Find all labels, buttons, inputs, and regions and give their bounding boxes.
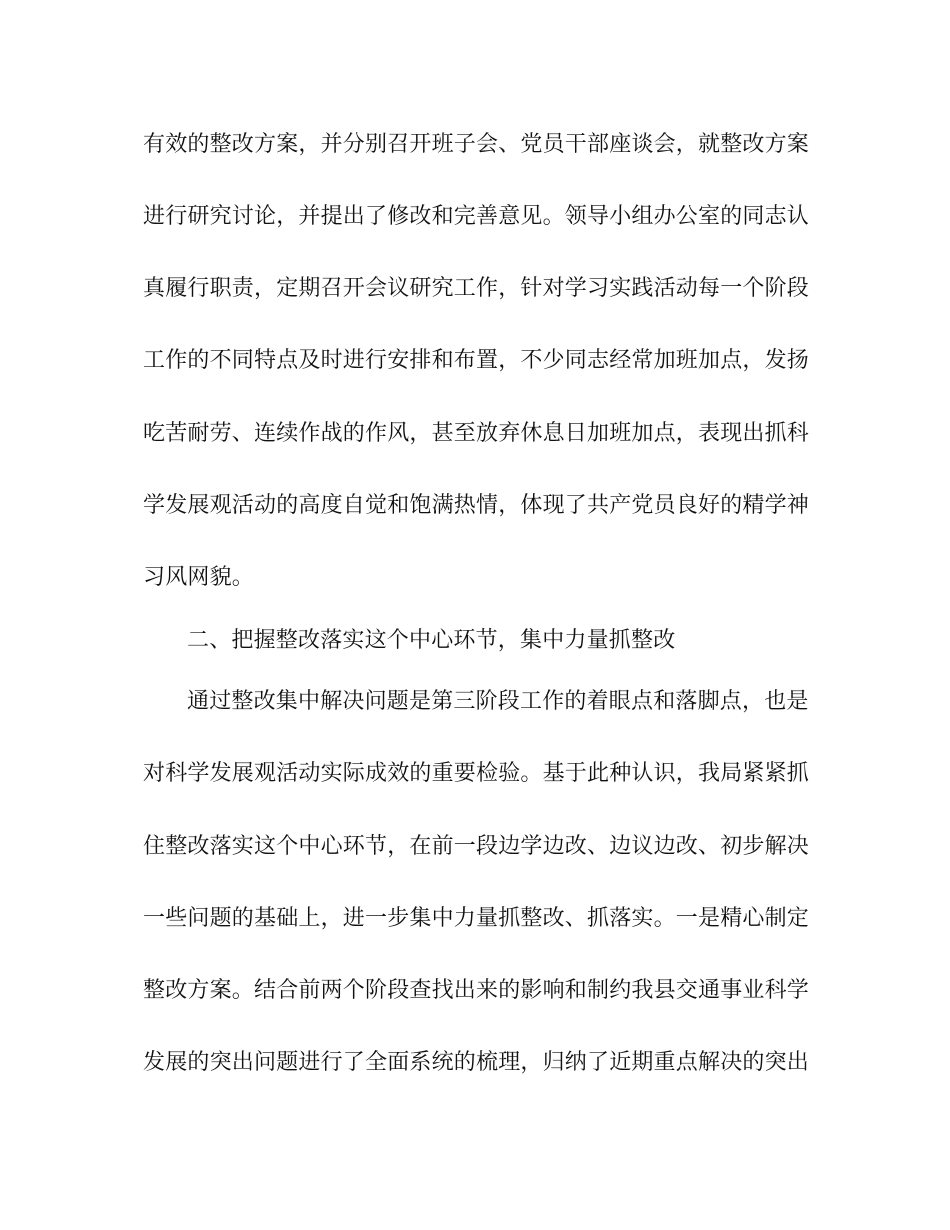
paragraph-line: 一些问题的基础上，进一步集中力量抓整改、抓落实。一是精心制定 — [143, 906, 810, 931]
paragraph-line: 吃苦耐劳、连续作战的作风，甚至放弃休息日加班加点，表现出抓科 — [143, 421, 810, 446]
paragraph-line: 发展的突出问题进行了全面系统的梳理，归纳了近期重点解决的突出 — [143, 1050, 810, 1075]
paragraph-line: 整改方案。结合前两个阶段查找出来的影响和制约我县交通事业科学 — [143, 978, 810, 1003]
paragraph-line: 进行研究讨论，并提出了修改和完善意见。领导小组办公室的同志认 — [143, 204, 810, 229]
paragraph-line: 有效的整改方案，并分别召开班子会、党员干部座谈会，就整改方案 — [143, 132, 810, 157]
paragraph-line: 学发展观活动的高度自觉和饱满热情，体现了共产党员良好的精学神 — [143, 493, 810, 518]
paragraph-line: 真履行职责，定期召开会议研究工作，针对学习实践活动每一个阶段 — [143, 276, 810, 301]
paragraph-line: 住整改落实这个中心环节，在前一段边学边改、边议边改、初步解决 — [143, 834, 810, 859]
paragraph-line: 通过整改集中解决问题是第三阶段工作的着眼点和落脚点，也是 — [187, 689, 809, 714]
section-heading: 二、把握整改落实这个中心环节，集中力量抓整改 — [187, 628, 676, 653]
paragraph-line: 习风网貌。 — [143, 565, 255, 590]
paragraph-line: 工作的不同特点及时进行安排和布置，不少同志经常加班加点，发扬 — [143, 348, 810, 373]
paragraph-line: 对科学发展观活动实际成效的重要检验。基于此种认识，我局紧紧抓 — [143, 761, 810, 786]
